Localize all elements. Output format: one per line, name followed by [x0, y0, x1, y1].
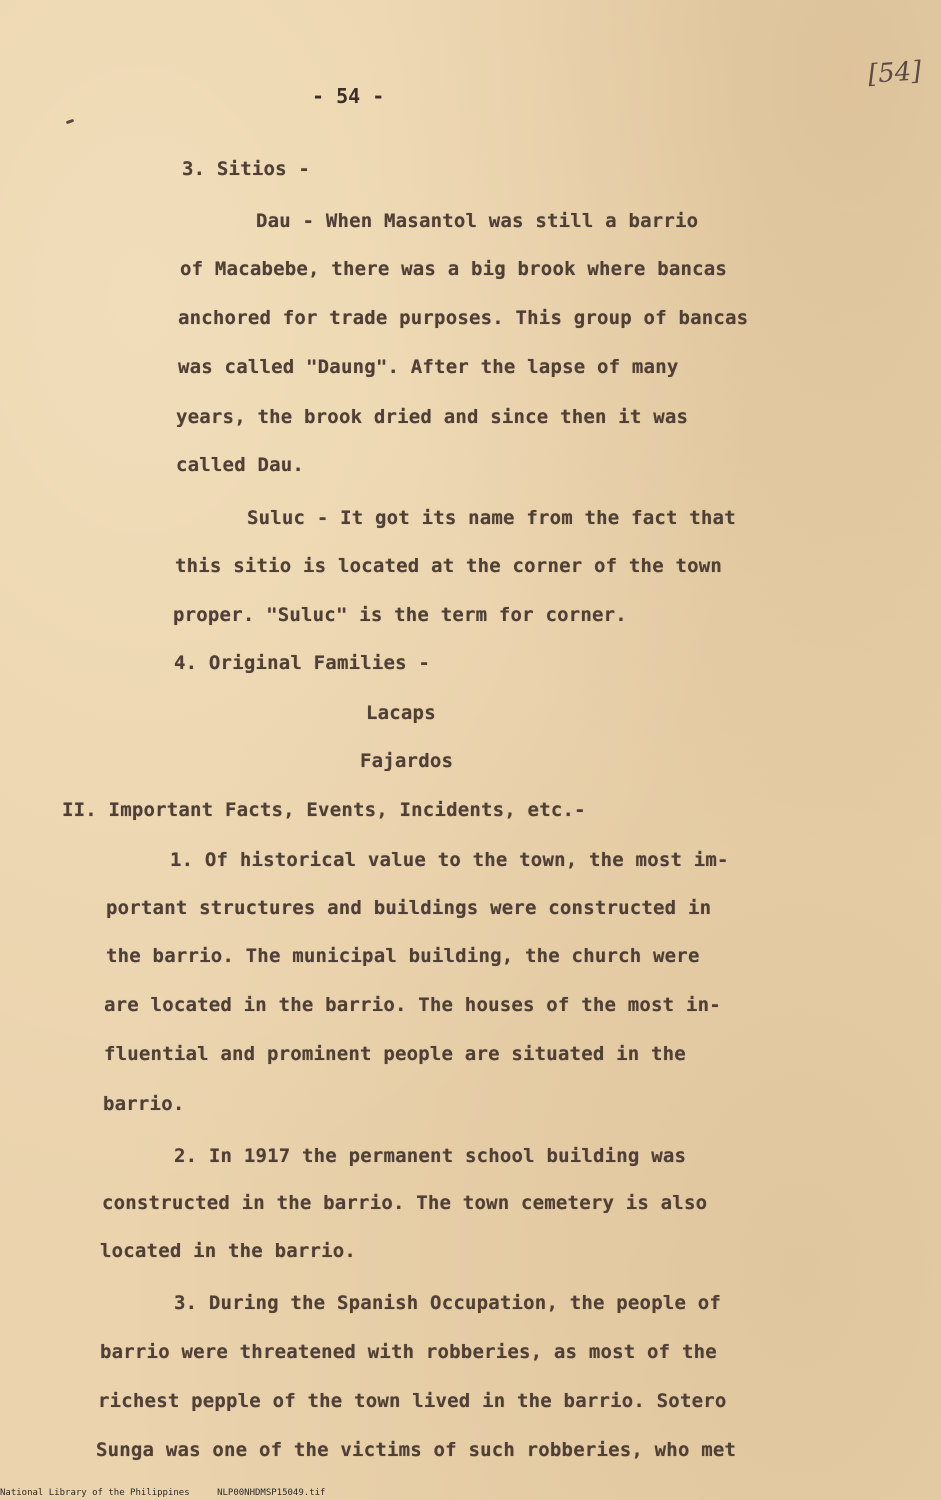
paragraph-line: Dau - When Masantol was still a barrio: [256, 210, 699, 232]
paragraph-line: the barrio. The municipal building, the church were: [106, 945, 700, 967]
ink-speck: [66, 119, 75, 125]
paragraph-line: are located in the barrio. The houses of the most in-: [104, 994, 721, 1016]
paragraph-line: barrio.: [103, 1093, 185, 1115]
paragraph-line: of Macabebe, there was a big brook where bancas: [180, 258, 728, 280]
paragraph-line: proper. "Suluc" is the term for corner.: [173, 604, 627, 626]
footer-library: National Library of the Philippines: [0, 1488, 190, 1498]
paragraph-line: was called "Daung". After the lapse of many: [178, 356, 679, 378]
family-name: Lacaps: [366, 702, 436, 724]
paragraph-line: portant structures and buildings were constructed in: [106, 897, 712, 919]
paragraph-line: called Dau.: [176, 454, 305, 476]
paragraph-line: 2. In 1917 the permanent school building was: [174, 1145, 687, 1167]
paragraph-line: this sitio is located at the corner of the town: [175, 555, 723, 577]
scan-footer: [0, 1488, 347, 1498]
heading-original-families: 4. Original Families -: [174, 652, 431, 674]
page-number: - 54 -: [312, 84, 385, 108]
paragraph-line: fluential and prominent people are situated in the: [104, 1043, 686, 1065]
paragraph-line: Suluc - It got its name from the fact that: [247, 507, 736, 529]
paragraph-line: constructed in the barrio. The town cemetery is also: [102, 1192, 708, 1214]
paragraph-line: Sunga was one of the victims of such robberies, who met: [96, 1439, 737, 1461]
paragraph-line: years, the brook dried and since then it was: [176, 406, 689, 428]
section-heading-important-facts: II. Important Facts, Events, Incidents, etc.-: [62, 799, 586, 821]
footer-filename: NLP00NHDMSP15049.tif: [217, 1488, 326, 1498]
paragraph-line: barrio were threatened with robberies, as most of the: [100, 1341, 717, 1363]
handwritten-page-mark: [54]: [867, 56, 923, 90]
paragraph-line: 3. During the Spanish Occupation, the people of: [174, 1292, 722, 1314]
heading-sitios: 3. Sitios -: [182, 158, 311, 180]
paragraph-line: 1. Of historical value to the town, the most im-: [170, 849, 729, 871]
paragraph-line: located in the barrio.: [100, 1240, 357, 1262]
paragraph-line: anchored for trade purposes. This group of bancas: [178, 307, 749, 329]
paragraph-line: richest pepple of the town lived in the barrio. Sotero: [98, 1390, 727, 1412]
family-name: Fajardos: [360, 750, 454, 772]
